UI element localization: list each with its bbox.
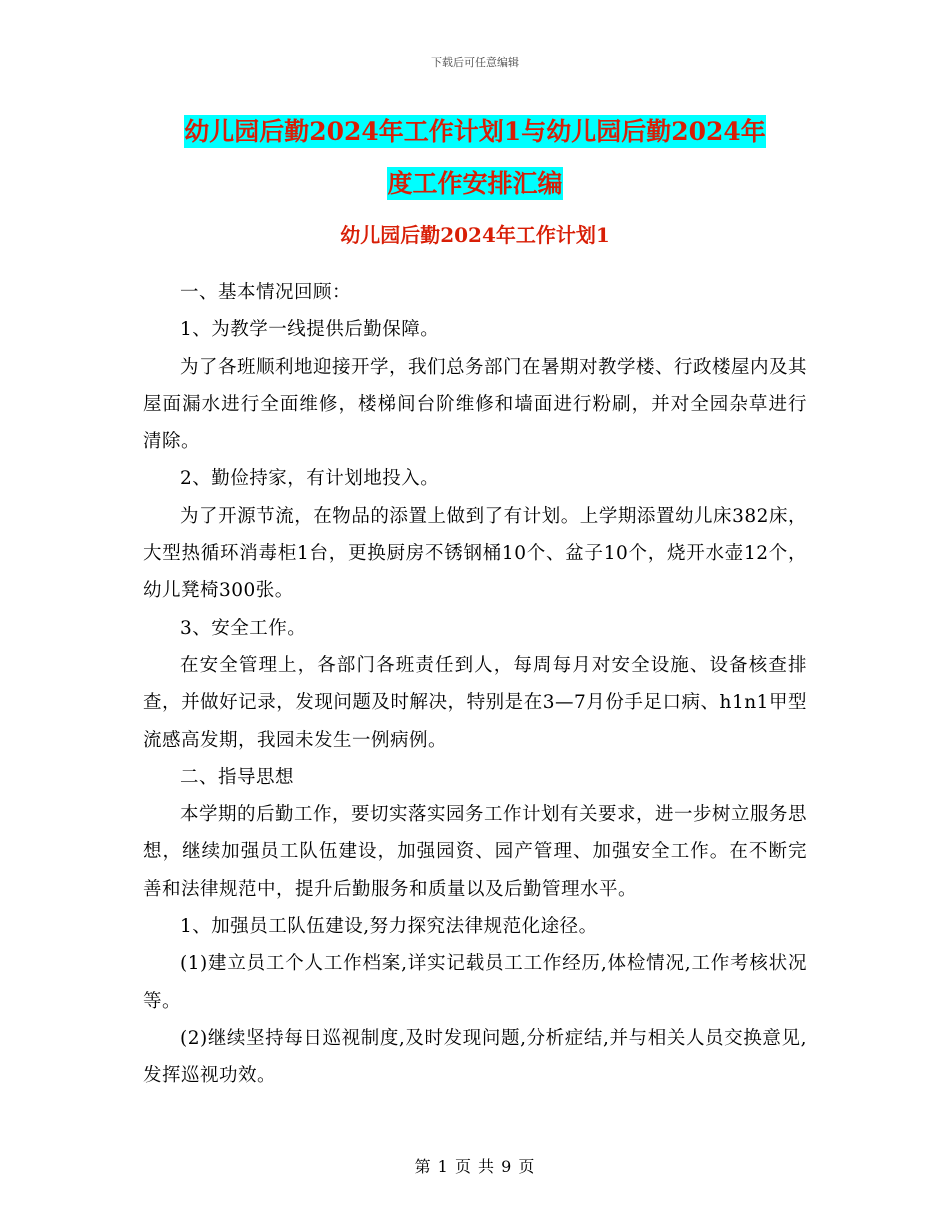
paragraph: 一、基本情况回顾： [180,282,352,303]
paragraph: 本学期的后勤工作，要切实落实园务工作计划有关要求，进一步树立服务思想，继续加强员工队伍建设，加强园资、园产管理、加强安全工作。在不断完善和法律规范中，提升后勤服务和质量以及后勤管理水平。 [143,804,808,900]
paragraph: (1)建立员工个人工作档案,详实记载员工工作经历,体检情况,工作考核状况等。 [143,953,807,1012]
title-line-2: 度工作安排汇编 [387,169,563,198]
paragraph: 1、加强员工队伍建设,努力探究法律规范化途径。 [180,916,598,938]
paragraph: 2、勤俭持家，有计划地投入。 [180,468,440,490]
paragraph: 3、安全工作。 [180,617,307,639]
paragraph: (2)继续坚持每日巡视制度,及时发现问题,分析症结,并与相关人员交换意见,发挥巡视功效。 [143,1027,807,1087]
section-title: 幼儿园后勤2024年工作计划1 [340,223,610,247]
paragraph: 在安全管理上，各部门各班责任到人，每周每月对安全设施、设备核查排查，并做好记录，发现问题及时解决，特别是在3—7月份手足口病、h1n1甲型流感高发期，我园未发生一例病例。 [143,654,807,751]
title-line-1: 幼儿园后勤2024年工作计划1与幼儿园后勤2024年 [184,117,766,146]
document-title [0,106,950,210]
paragraph: 为了各班顺利地迎接开学，我们总务部门在暑期对教学楼、行政楼屋内及其屋面漏水进行全面维修，楼梯间台阶维修和墙面进行粉刷，并对全园杂草进行清除。 [143,356,808,453]
document-body [143,274,807,1095]
page-header-note: 下载后可任意编辑 [431,56,519,69]
paragraph: 1、为教学一线提供后勤保障。 [180,319,440,341]
paragraph: 二、指导思想 [180,766,295,788]
paragraph: 为了开源节流，在物品的添置上做到了有计划。上学期添置幼儿床382床，大型热循环消毒柜1台，更换厨房不锈钢桶10个、盆子10个，烧开水壶12个，幼儿凳椅300张。 [143,505,807,602]
page-number-footer: 第 1 页 共 9 页 [414,1157,536,1176]
